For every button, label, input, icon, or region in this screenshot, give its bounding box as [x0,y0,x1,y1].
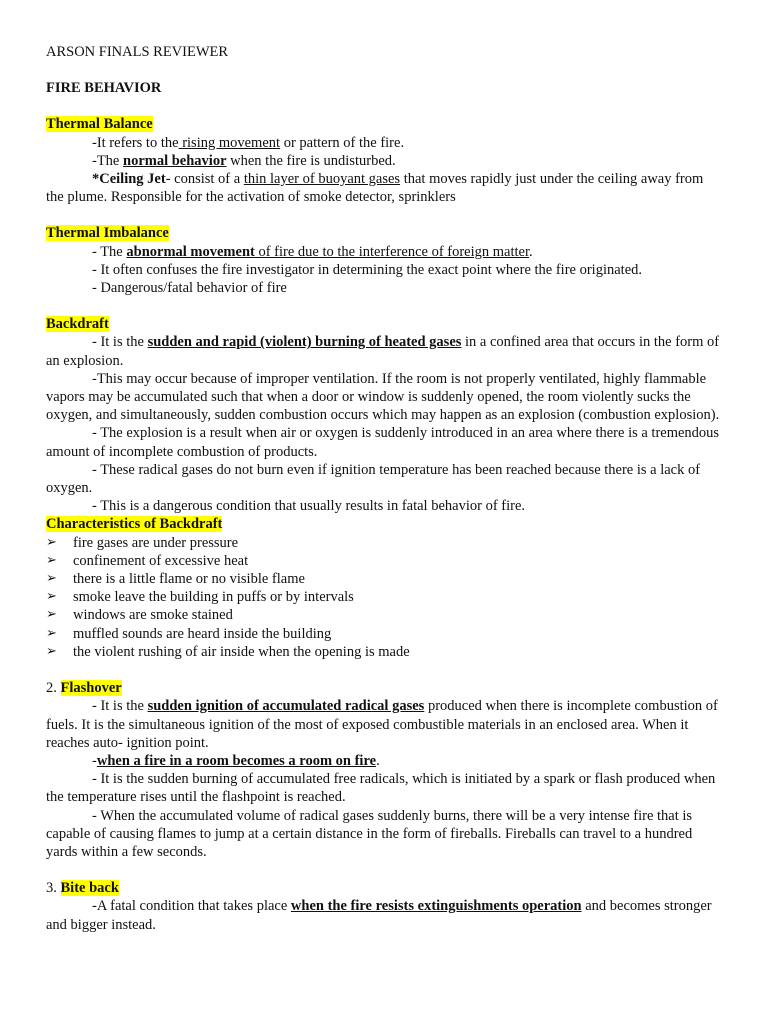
bold-underlined-text: sudden and rapid (violent) burning of heated gases [147,334,462,351]
text-run: - It is the [92,334,148,351]
list-item [46,570,722,588]
text-run: in a confined area that occurs in the form of an explosion. [46,334,720,369]
backdraft-section [46,315,722,515]
paragraph [46,243,722,261]
arrow-bullet-icon: ➢ [46,625,57,641]
list-item-text: fire gases are under pressure [73,534,239,551]
thermal-balance-section [46,115,722,206]
arrow-bullet-icon: ➢ [46,607,57,623]
arrow-bullet-icon: ➢ [46,552,57,568]
paragraph: - Dangerous/fatal behavior of fire [92,280,287,297]
bold-underlined-text: when a fire in a room becomes a room on fire [96,752,377,769]
bold-underlined-text: when the fire resists extinguishments operation [290,898,582,915]
text-run: - [92,752,97,769]
text-run: - It is the [92,698,148,715]
text-run: when the fire is undisturbed. [226,152,396,169]
text-run: -It refers to the [92,134,179,151]
thermal-imbalance-section [46,224,722,297]
list-item-text: confinement of excessive heat [73,552,249,569]
bite-back-section [46,879,722,934]
list-item [46,588,722,606]
paragraph [46,752,722,770]
list-item-text: smoke leave the building in puffs or by intervals [73,589,354,606]
paragraph: -This may occur because of improper ventilation. If the room is not properly ventilated, highly flammable vapors may be accumulated such that when a door or window is suddenly opened, the room violently sucks the oxygen, and simultaneously, sudden combustion occurs which may happen as an explosion (combustion explosion). [46,370,720,424]
section-title: FIRE BEHAVIOR [46,80,162,97]
underlined-text: thin layer of buoyant gases [243,171,401,188]
arrow-bullet-icon: ➢ [46,534,57,550]
paragraph [46,152,722,170]
text-run: . [529,243,533,260]
arrow-bullet-icon: ➢ [46,589,57,605]
text-run: produced when there is incomplete combustion of fuels. It is the simultaneous ignition of the most of exposed combustible materials in an enclosed area. When it reaches auto- ignition point. [46,698,718,751]
arrow-bullet-icon: ➢ [46,571,57,587]
bold-text: *Ceiling Jet [92,171,166,188]
text-run: that moves rapidly just under the ceiling away from the plume. Responsible for the activation of smoke detector, sprinklers [46,171,704,206]
paragraph [46,697,722,752]
paragraph: - This is a dangerous condition that usually results in fatal behavior of fire. [92,498,526,515]
text-run: - The [92,243,127,260]
text-run: . [376,752,380,769]
list-item [46,552,722,570]
backdraft-heading: Backdraft [46,316,109,333]
thermal-imbalance-heading: Thermal Imbalance [46,225,169,242]
paragraph [46,170,722,206]
text-run: -The [92,152,123,169]
flashover-section [46,679,722,861]
document-title: ARSON FINALS REVIEWER [46,44,229,60]
paragraph: - It often confuses the fire investigator in determining the exact point where the fire originated. [92,261,643,278]
paragraph: - It is the sudden burning of accumulated free radicals, which is initiated by a spark or flash produced when the temperature rises until the flashpoint is reached. [46,771,716,806]
underlined-text: of fire due to the interference of foreign matter [254,243,530,260]
section-number: 3. [46,880,61,897]
paragraph: - When the accumulated volume of radical gases suddenly burns, there will be a very intense fire that is capable of causing flames to jump at a certain distance in the form of fireballs. Fireballs can travel to a hundred yards within a few seconds. [46,807,693,860]
section-number: 2. [46,680,61,697]
flashover-heading: Flashover [60,680,122,697]
bold-underlined-text: abnormal movement [126,243,255,260]
paragraph [46,897,722,933]
text-run: - consist of a [165,171,244,188]
paragraph [46,134,722,152]
text-run: -A fatal condition that takes place [92,898,291,915]
characteristics-heading: Characteristics of Backdraft [46,516,223,533]
list-item-text: muffled sounds are heard inside the building [73,625,332,642]
paragraph: - These radical gases do not burn even if ignition temperature has been reached because there is a lack of oxygen. [46,461,701,497]
list-item-text: there is a little flame or no visible flame [73,571,305,588]
list-item-text: windows are smoke stained [73,607,233,624]
thermal-balance-heading: Thermal Balance [46,116,153,133]
text-run: or pattern of the fire. [280,134,405,151]
text-run: and becomes stronger and bigger instead. [46,898,712,933]
bite-back-heading: Bite back [60,880,119,897]
paragraph: - The explosion is a result when air or oxygen is suddenly introduced in an area where there is a tremendous amount of incomplete combustion of products. [46,425,720,460]
characteristics-list [46,534,722,661]
bold-underlined-text: normal behavior [123,152,227,169]
list-item [46,643,722,661]
list-item [46,625,722,643]
paragraph [46,333,722,369]
characteristics-section [46,515,722,661]
bold-underlined-text: sudden ignition of accumulated radical gases [147,698,425,715]
list-item [46,606,722,624]
list-item [46,534,722,552]
underlined-text: rising movement [178,134,281,151]
arrow-bullet-icon: ➢ [46,643,57,659]
list-item-text: the violent rushing of air inside when the opening is made [73,643,410,660]
